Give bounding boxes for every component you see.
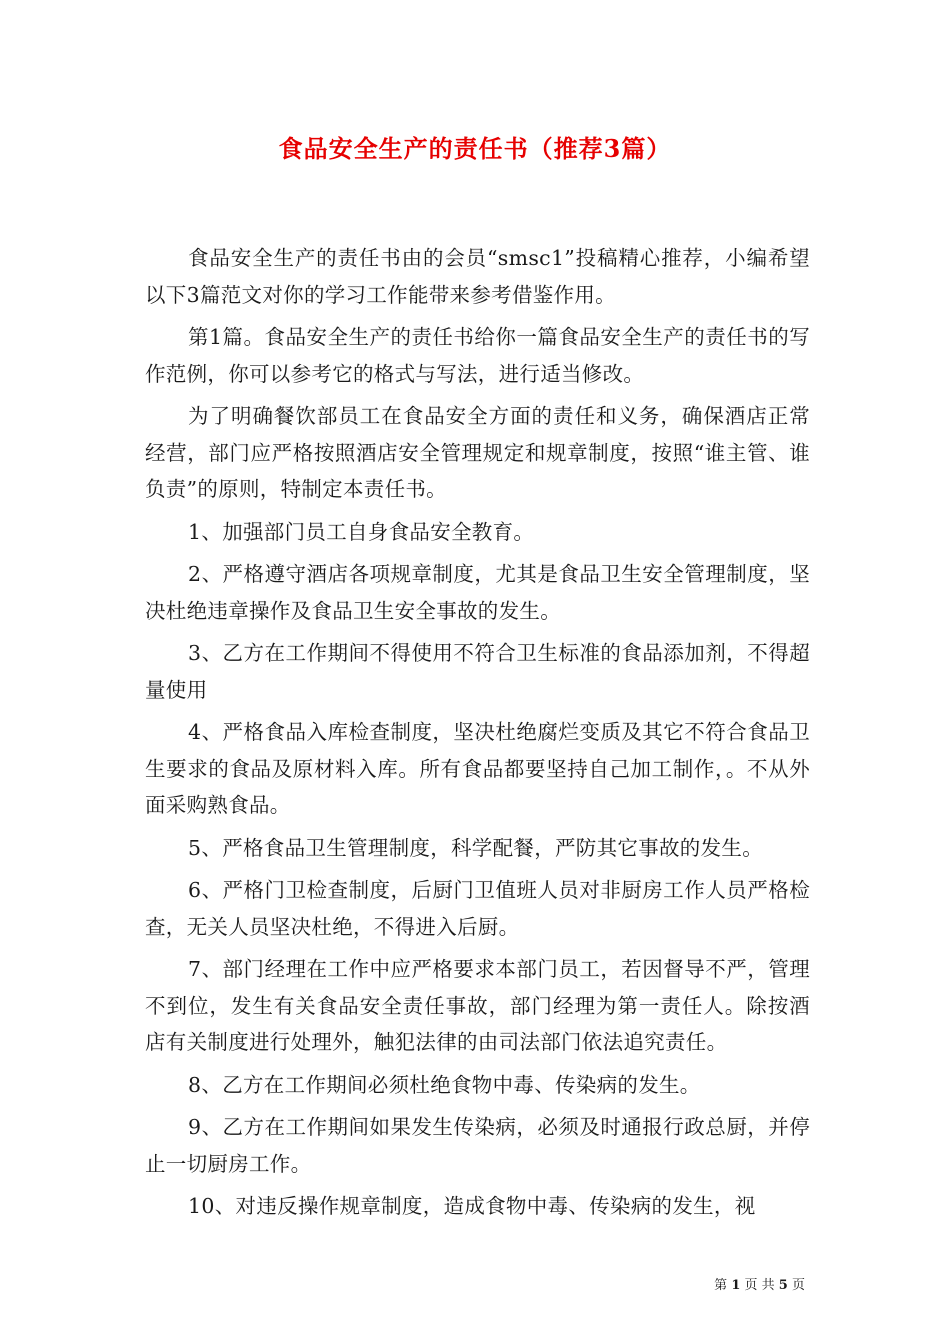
list-item-8: 8、乙方在工作期间必须杜绝食物中毒、传染病的发生。 — [188, 1072, 701, 1097]
page-number-footer — [714, 1277, 805, 1295]
document-title: 食品安全生产的责任书（推荐3篇） — [278, 134, 672, 163]
list-item-10: 10、对违反操作规章制度，造成食物中毒、传染病的发生，视 — [188, 1194, 756, 1218]
list-item-7: 7、部门经理在工作中应严格要求本部门员工，若因督导不严，管理不到位，发生有关食品安全责任事故，部门经理为第一责任人。除按酒店有关制度进行处理外，触犯法律的由司法部门依法追究责任。 — [145, 957, 810, 1054]
list-item-1: 1、加强部门员工自身食品安全教育。 — [188, 519, 535, 544]
footer-middle: 页 共 — [744, 1278, 775, 1293]
document-body — [145, 240, 810, 1231]
list-item-6: 6、严格门卫检查制度，后厨门卫值班人员对非厨房工作人员严格检查，无关人员坚决杜绝，不得进入后厨。 — [145, 878, 810, 939]
footer-prefix: 第 — [714, 1278, 728, 1293]
list-item-4: 4、严格食品入库检查制度，坚决杜绝腐烂变质及其它不符合食品卫生要求的食品及原材料入库。所有食品都要坚持自己加工制作，。不从外面采购熟食品。 — [145, 720, 810, 817]
paragraph-purpose: 为了明确餐饮部员工在食品安全方面的责任和义务，确保酒店正常经营，部门应严格按照酒店安全管理规定和规章制度，按照“谁主管、谁负责”的原则，特制定本责任书。 — [145, 404, 810, 501]
list-item-5: 5、严格食品卫生管理制度，科学配餐，严防其它事故的发生。 — [188, 835, 763, 860]
footer-current-page: 1 — [731, 1278, 741, 1293]
list-item-2: 2、严格遵守酒店各项规章制度，尤其是食品卫生安全管理制度，坚决杜绝违章操作及食品卫生安全事故的发生。 — [145, 562, 810, 623]
paragraph-intro: 食品安全生产的责任书由的会员“smsc1”投稿精心推荐，小编希望以下3篇范文对你的学习工作能带来参考借鉴作用。 — [145, 246, 810, 307]
paragraph-part1: 第1篇。食品安全生产的责任书给你一篇食品安全生产的责任书的写作范例，你可以参考它的格式与写法，进行适当修改。 — [145, 325, 810, 386]
footer-suffix: 页 — [791, 1278, 805, 1293]
list-item-9: 9、乙方在工作期间如果发生传染病，必须及时通报行政总厨，并停止一切厨房工作。 — [145, 1115, 810, 1176]
footer-total-pages: 5 — [778, 1278, 788, 1293]
list-item-3: 3、乙方在工作期间不得使用不符合卫生标准的食品添加剂，不得超量使用 — [145, 641, 810, 702]
